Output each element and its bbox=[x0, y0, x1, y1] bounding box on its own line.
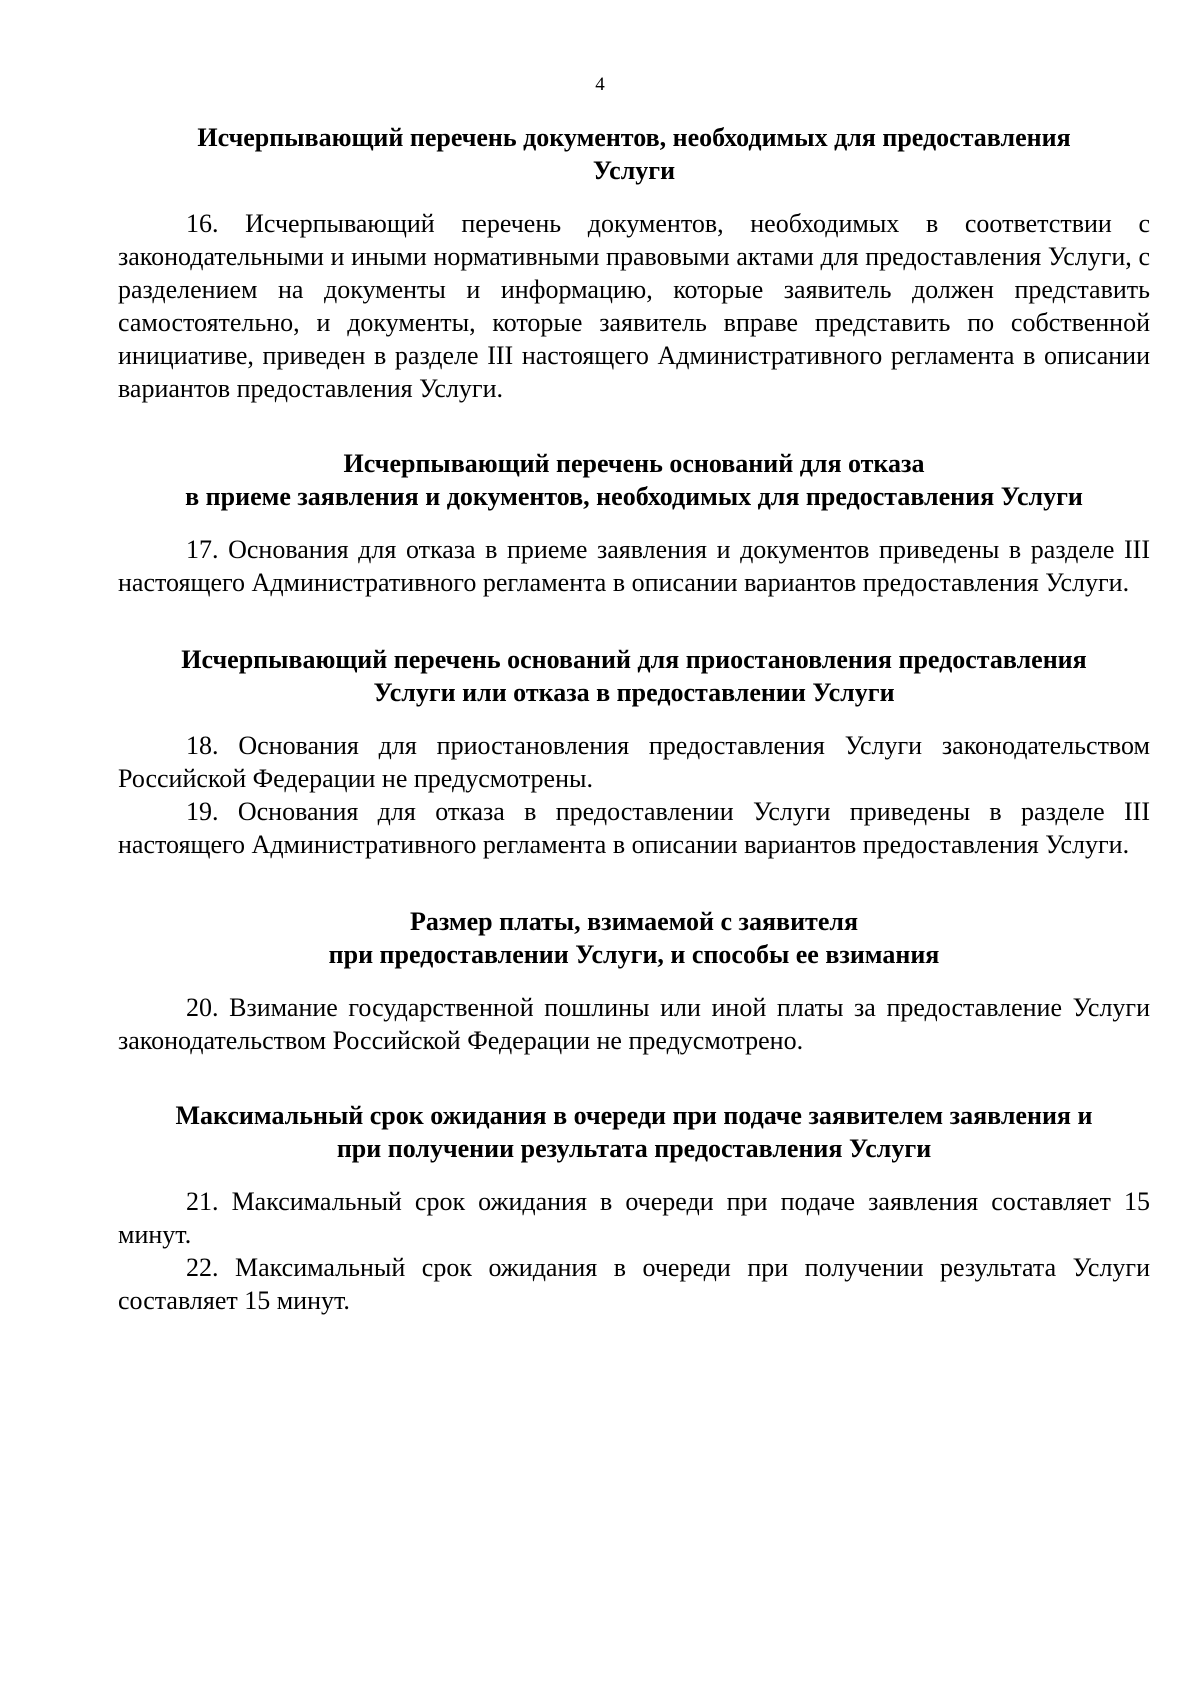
section-heading bbox=[118, 447, 1150, 513]
page-number: 4 bbox=[595, 74, 605, 95]
document-body bbox=[118, 121, 1150, 1317]
paragraph-21: 21. Максимальный срок ожидания в очереди при подаче заявления составляет 15 минут. bbox=[118, 1187, 1150, 1249]
paragraph-18: 18. Основания для приостановления предоставления Услуги законодательством Российской Федерации не предусмотрены. bbox=[118, 731, 1150, 793]
section-refusal-acceptance bbox=[118, 447, 1150, 599]
heading-line: Исчерпывающий перечень документов, необходимых для предоставления bbox=[197, 123, 1071, 152]
section-heading bbox=[118, 643, 1150, 709]
section-suspension-refusal bbox=[118, 643, 1150, 861]
paragraph-16: 16. Исчерпывающий перечень документов, необходимых в соответствии с законодательными и иными нормативными правовыми актами для предоставления Услуги, с разделением на документы и информацию, которые заявитель должен представить самостоятельно, и документы, которые заявитель вправе представить по собственной инициативе, приведен в разделе III настоящего Административного регламента в описании вариантов предоставления Услуги. bbox=[118, 209, 1150, 403]
section-heading bbox=[118, 121, 1150, 187]
paragraph-17: 17. Основания для отказа в приеме заявления и документов приведены в разделе III настоящего Административного регламента в описании вариантов предоставления Услуги. bbox=[118, 535, 1150, 597]
section-documents-list bbox=[118, 121, 1150, 405]
section-waiting-time bbox=[118, 1099, 1150, 1317]
heading-line: в приеме заявления и документов, необходимых для предоставления Услуги bbox=[185, 482, 1083, 511]
paragraph-22: 22. Максимальный срок ожидания в очереди при получении результата Услуги составляет 15 минут. bbox=[118, 1253, 1150, 1315]
section-heading bbox=[118, 905, 1150, 971]
heading-line: при получении результата предоставления Услуги bbox=[336, 1134, 932, 1163]
heading-line: Услуги bbox=[592, 156, 676, 185]
heading-line: Услуги или отказа в предоставлении Услуги bbox=[373, 678, 895, 707]
heading-line: Исчерпывающий перечень оснований для отказа bbox=[343, 449, 925, 478]
section-fee bbox=[118, 905, 1150, 1057]
heading-line: Размер платы, взимаемой с заявителя bbox=[409, 907, 859, 936]
paragraph-20: 20. Взимание государственной пошлины или иной платы за предоставление Услуги законодательством Российской Федерации не предусмотрено. bbox=[118, 993, 1150, 1055]
section-heading bbox=[118, 1099, 1150, 1165]
heading-line: Исчерпывающий перечень оснований для приостановления предоставления bbox=[181, 645, 1087, 674]
paragraph-19: 19. Основания для отказа в предоставлении Услуги приведены в разделе III настоящего Административного регламента в описании вариантов предоставления Услуги. bbox=[118, 797, 1150, 859]
heading-line: Максимальный срок ожидания в очереди при подаче заявителем заявления и bbox=[175, 1101, 1093, 1130]
heading-line: при предоставлении Услуги, и способы ее взимания bbox=[328, 940, 940, 969]
